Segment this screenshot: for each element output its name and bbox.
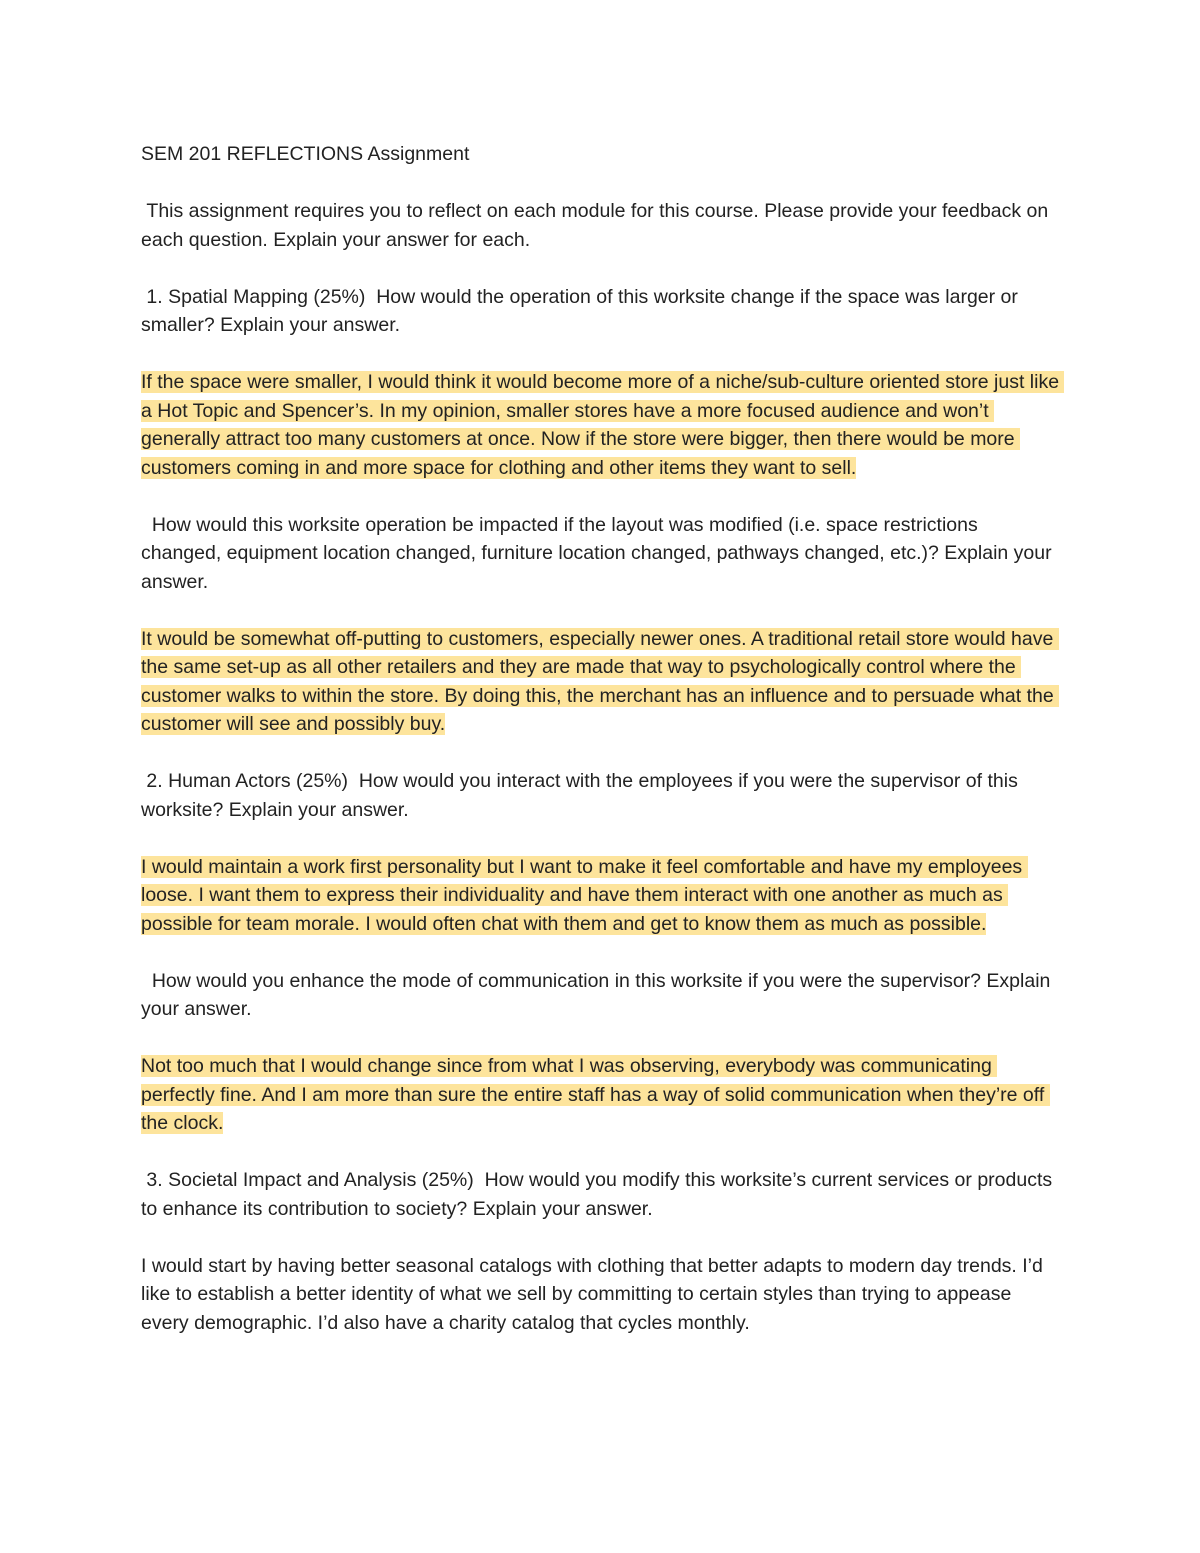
answer-3-paragraph: I would start by having better seasonal catalogs with clothing that better adapts to modern day trends. I’d like to establish a better identity of what we sell by committing to certain styles than trying to appease every demographic. I’d also have a charity catalog that cycles monthly. xyxy=(141,1254,1049,1334)
answer-2-highlighted-text: I would maintain a work first personality but I want to make it feel comfortable and have my employees loose. I want them to express their individuality and have them interact with one another as much as possible for team morale. I would often chat with them and get to know them as much as possible. xyxy=(141,855,1028,935)
answer-1b-highlighted-text: It would be somewhat off-putting to customers, especially newer ones. A traditional retail store would have the same set-up as all other retailers and they are made that way to psychologically control where the customer walks to within the store. By doing this, the merchant has an influence and to persuade what the customer will see and possibly buy. xyxy=(141,627,1060,735)
document-body xyxy=(141,140,1065,1366)
answer-2-paragraph xyxy=(141,853,1061,939)
answer-2b-paragraph xyxy=(141,1052,1061,1138)
question-1b-layout: How would this worksite operation be impacted if the layout was modified (i.e. space restrictions changed, equipment location changed, furniture location changed, pathways changed, etc.)? Explain your answer. xyxy=(141,513,1058,593)
document-title: SEM 201 REFLECTIONS Assignment xyxy=(141,143,470,165)
question-2-human-actors: 2. Human Actors (25%) How would you interact with the employees if you were the supervisor of this worksite? Explain your answer. xyxy=(141,770,1024,821)
answer-1-paragraph xyxy=(141,368,1065,482)
intro-paragraph: This assignment requires you to reflect on each module for this course. Please provide your feedback on each question. Explain your answer for each. xyxy=(141,200,1054,251)
question-1-spatial-mapping: 1. Spatial Mapping (25%) How would the operation of this worksite change if the space was larger or smaller? Explain your answer. xyxy=(141,285,1024,336)
answer-1b-paragraph xyxy=(141,625,1061,739)
question-2b-communication: How would you enhance the mode of communication in this worksite if you were the supervisor? Explain your answer. xyxy=(141,969,1056,1020)
answer-2b-highlighted-text: Not too much that I would change since from what I was observing, everybody was communicating perfectly fine. And I am more than sure the entire staff has a way of solid communication when they’re off the clock. xyxy=(141,1055,1050,1134)
answer-1-highlighted-text: If the space were smaller, I would think it would become more of a niche/sub-culture oriented store just like a Hot Topic and Spencer’s. In my opinion, smaller stores have a more focused audience and won’t generally attract too many customers at once. Now if the store were bigger, then there would be more customers coming in and more space for clothing and other items they want to sell. xyxy=(141,371,1065,479)
question-3-societal-impact: 3. Societal Impact and Analysis (25%) How would you modify this worksite’s current services or products to enhance its contribution to society? Explain your answer. xyxy=(141,1169,1058,1220)
